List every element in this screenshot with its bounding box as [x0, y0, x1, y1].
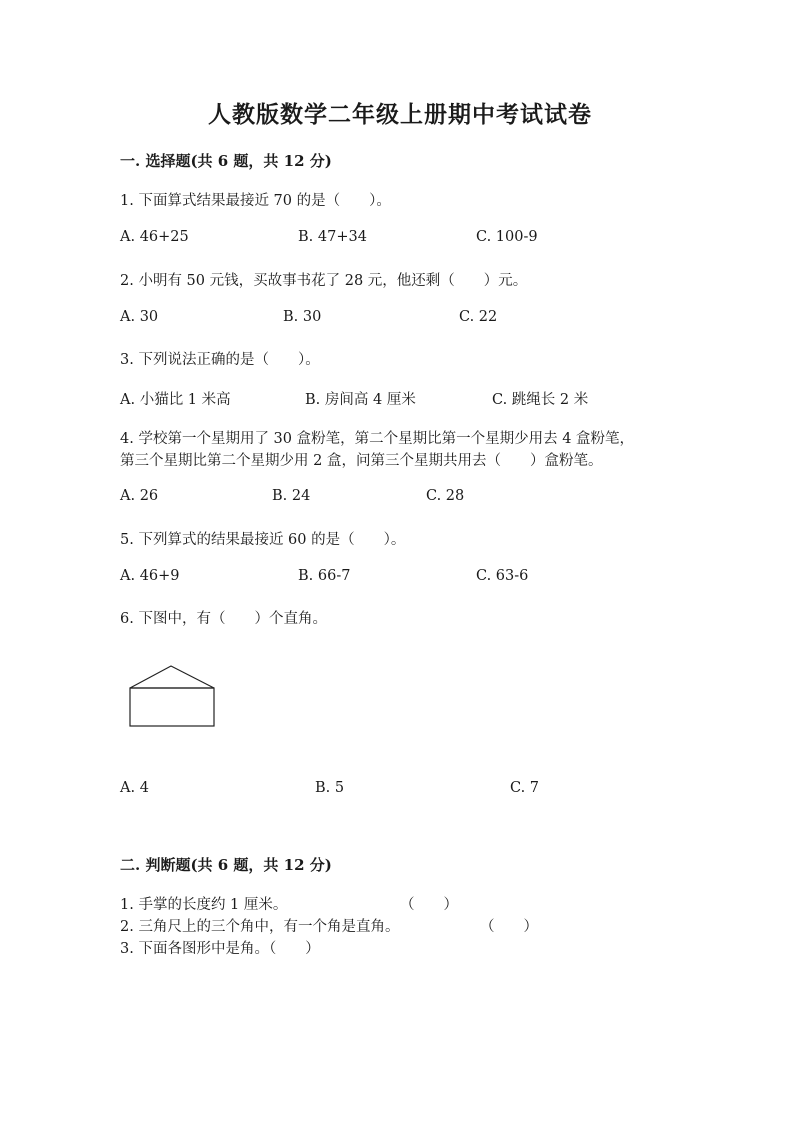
- q5-option-c: C. 63-6: [476, 568, 529, 584]
- q4-option-b: B. 24: [272, 488, 311, 504]
- q3-option-b: B. 房间高 4 厘米: [305, 392, 416, 408]
- figure-rectangle-body: [130, 688, 214, 726]
- q6-option-c: C. 7: [510, 780, 540, 796]
- question-6: 6. 下图中，有（ ）个直角。: [120, 611, 327, 627]
- q6-option-a: A. 4: [120, 780, 149, 796]
- question-2: 2. 小明有 50 元钱，买故事书花了 28 元，他还剩（ ）元。: [120, 273, 528, 289]
- q6-option-b: B. 5: [315, 780, 345, 796]
- section-heading-judgement: 二. 判断题(共 6 题，共 12 分): [120, 856, 332, 874]
- q5-option-a: A. 46+9: [120, 568, 180, 584]
- q1-option-c: C. 100-9: [476, 229, 538, 245]
- question-1: 1. 下面算式结果最接近 70 的是（ ）。: [120, 193, 391, 209]
- house-shape-figure: [126, 660, 220, 732]
- q4-option-c: C. 28: [426, 488, 465, 504]
- q1-option-b: B. 47+34: [298, 229, 367, 245]
- question-4-line2: 第三个星期比第二个星期少用 2 盒，问第三个星期共用去（ ）盒粉笔。: [120, 453, 603, 469]
- q2-option-b: B. 30: [283, 309, 322, 325]
- question-4-line1: 4. 学校第一个星期用了 30 盒粉笔，第二个星期比第一个星期少用去 4 盒粉笔，: [120, 431, 635, 447]
- q3-option-c: C. 跳绳长 2 米: [492, 392, 589, 408]
- question-3: 3. 下列说法正确的是（ ）。: [120, 352, 320, 368]
- q2-option-a: A. 30: [120, 309, 159, 325]
- q2-option-c: C. 22: [459, 309, 498, 325]
- judge-answer-blank-2: （ ）: [480, 919, 538, 935]
- judge-question-1: 1. 手掌的长度约 1 厘米。: [120, 897, 288, 913]
- q5-option-b: B. 66-7: [298, 568, 351, 584]
- judge-answer-blank-1: （ ）: [400, 897, 458, 913]
- q1-option-a: A. 46+25: [120, 229, 189, 245]
- q4-option-a: A. 26: [120, 488, 159, 504]
- section-heading-choice: 一. 选择题(共 6 题，共 12 分): [120, 152, 332, 170]
- judge-question-2: 2. 三角尺上的三个角中，有一个角是直角。: [120, 919, 400, 935]
- figure-triangle-roof: [130, 666, 214, 688]
- page-title: 人教版数学二年级上册期中考试试卷: [208, 101, 592, 128]
- judge-question-3: 3. 下面各图形中是角。（ ）: [120, 941, 320, 957]
- question-5: 5. 下列算式的结果最接近 60 的是（ ）。: [120, 532, 406, 548]
- q3-option-a: A. 小猫比 1 米高: [120, 392, 231, 408]
